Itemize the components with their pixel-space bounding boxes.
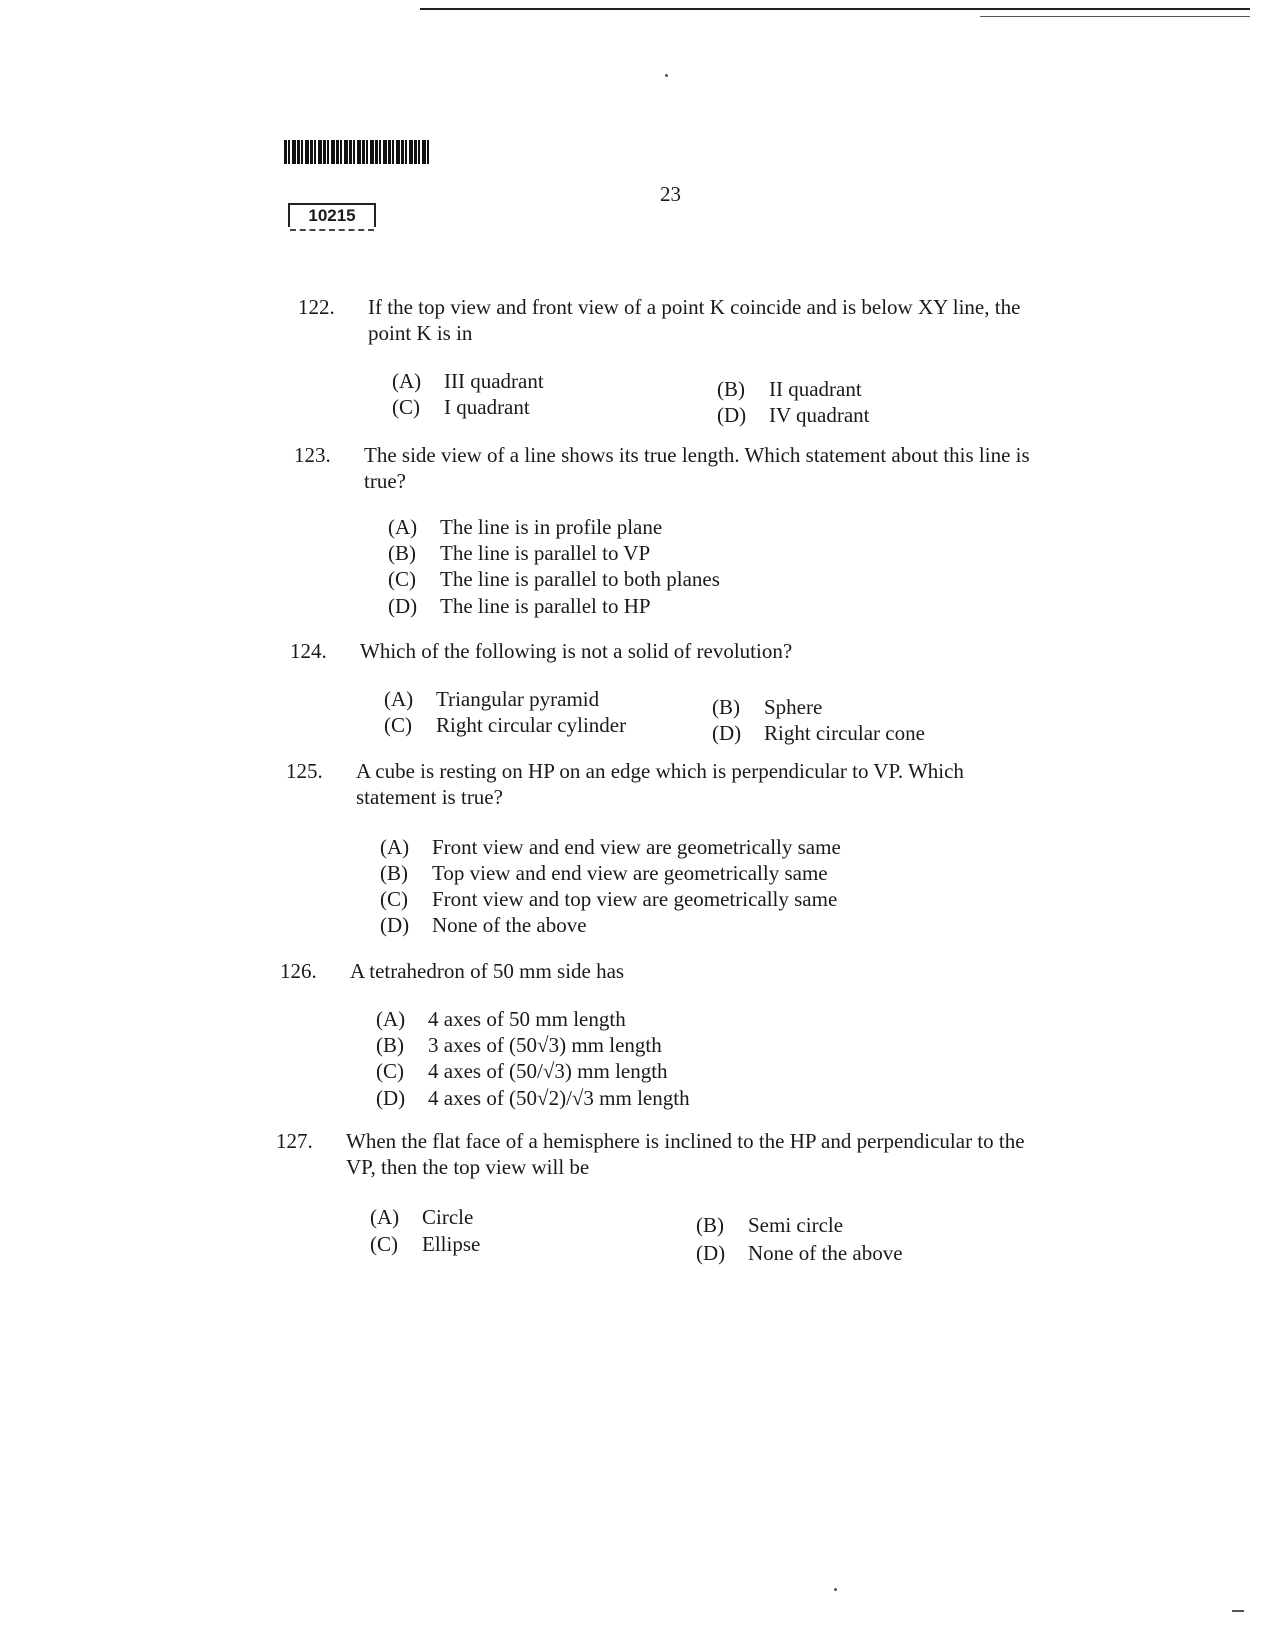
option-c (392, 394, 530, 420)
option-text: Front view and end view are geometrically same (432, 835, 841, 859)
option-c (376, 1058, 668, 1084)
option-a (392, 368, 544, 394)
option-text: Triangular pyramid (436, 687, 600, 711)
option-text: 4 axes of 50 mm length (428, 1007, 626, 1031)
option-label: (B) (380, 861, 408, 885)
option-b (717, 376, 862, 402)
question-text: If the top view and front view of a point K coincide and is below XY line, the point K is in (368, 295, 1021, 345)
option-text: I quadrant (444, 395, 530, 419)
option-label: (C) (392, 395, 420, 419)
option-a (380, 834, 841, 860)
option-text: Semi circle (748, 1213, 844, 1237)
option-d (388, 593, 651, 619)
option-b (712, 694, 822, 720)
option-text: The line is in profile plane (440, 515, 663, 539)
question-text: Which of the following is not a solid of revolution? (360, 639, 793, 663)
option-b (696, 1212, 843, 1238)
option-label: (D) (388, 594, 418, 618)
scan-mark (1232, 1610, 1244, 1612)
option-d (380, 912, 587, 938)
option-text: III quadrant (444, 369, 544, 393)
option-text: The line is parallel to VP (440, 541, 651, 565)
scan-speck (665, 74, 668, 77)
page-number: 23 (660, 182, 681, 206)
option-label: (A) (370, 1205, 400, 1229)
option-c (370, 1231, 480, 1257)
option-text: The line is parallel to both planes (440, 567, 720, 591)
option-label: (B) (376, 1033, 404, 1057)
option-a (376, 1006, 626, 1032)
option-text: Right circular cylinder (436, 713, 627, 737)
option-text: Front view and top view are geometrically same (432, 887, 838, 911)
question-number: 122. (298, 295, 335, 319)
option-label: (C) (384, 713, 412, 737)
option-d (696, 1240, 903, 1266)
option-label: (A) (388, 515, 418, 539)
top-edge-line-secondary (980, 16, 1250, 17)
option-c (384, 712, 626, 738)
option-c (380, 886, 837, 912)
option-text: Ellipse (422, 1232, 481, 1256)
question-number: 126. (280, 959, 317, 983)
option-label: (A) (384, 687, 414, 711)
option-text: Right circular cone (764, 721, 925, 745)
option-label: (C) (376, 1059, 404, 1083)
option-text: IV quadrant (769, 403, 870, 427)
option-text: Top view and end view are geometrically same (432, 861, 828, 885)
option-a (384, 686, 599, 712)
barcode (284, 140, 429, 164)
option-text: II quadrant (769, 377, 862, 401)
option-d (712, 720, 925, 746)
option-label: (B) (388, 541, 416, 565)
option-label: (D) (696, 1241, 726, 1265)
option-label: (B) (696, 1213, 724, 1237)
option-label: (C) (370, 1232, 398, 1256)
question-number: 123. (294, 443, 331, 467)
question-number: 127. (276, 1129, 313, 1153)
option-text: 4 axes of (50/√3) mm length (428, 1059, 668, 1083)
option-text: Circle (422, 1205, 474, 1229)
option-text: 3 axes of (50√3) mm length (428, 1033, 662, 1057)
option-label: (A) (392, 369, 422, 393)
option-label: (D) (376, 1086, 406, 1110)
scan-speck (834, 1588, 837, 1591)
top-edge-line (420, 8, 1250, 10)
option-label: (D) (380, 913, 410, 937)
option-label: (C) (380, 887, 408, 911)
option-label: (D) (717, 403, 747, 427)
option-text: None of the above (748, 1241, 903, 1265)
option-label: (A) (380, 835, 410, 859)
option-text: Sphere (764, 695, 823, 719)
option-b (388, 540, 650, 566)
question-text: The side view of a line shows its true length. Which statement about this line is true? (364, 443, 1030, 493)
option-text: The line is parallel to HP (440, 594, 651, 618)
option-text: 4 axes of (50√2)/√3 mm length (428, 1086, 690, 1110)
option-d (376, 1085, 690, 1111)
question-text: A cube is resting on HP on an edge which is perpendicular to VP. Which statement is true? (356, 759, 964, 809)
question-text: When the flat face of a hemisphere is inclined to the HP and perpendicular to the VP, then the top view will be (346, 1129, 1025, 1179)
option-b (376, 1032, 662, 1058)
option-label: (C) (388, 567, 416, 591)
question-number: 125. (286, 759, 323, 783)
option-label: (B) (712, 695, 740, 719)
option-text: None of the above (432, 913, 587, 937)
option-label: (B) (717, 377, 745, 401)
question-text: A tetrahedron of 50 mm side has (350, 959, 625, 983)
option-b (380, 860, 828, 886)
option-a (388, 514, 662, 540)
option-c (388, 566, 720, 592)
option-d (717, 402, 870, 428)
option-label: (A) (376, 1007, 406, 1031)
question-number: 124. (290, 639, 327, 663)
option-label: (D) (712, 721, 742, 745)
paper-code: 10215 (288, 203, 376, 227)
option-a (370, 1204, 473, 1230)
